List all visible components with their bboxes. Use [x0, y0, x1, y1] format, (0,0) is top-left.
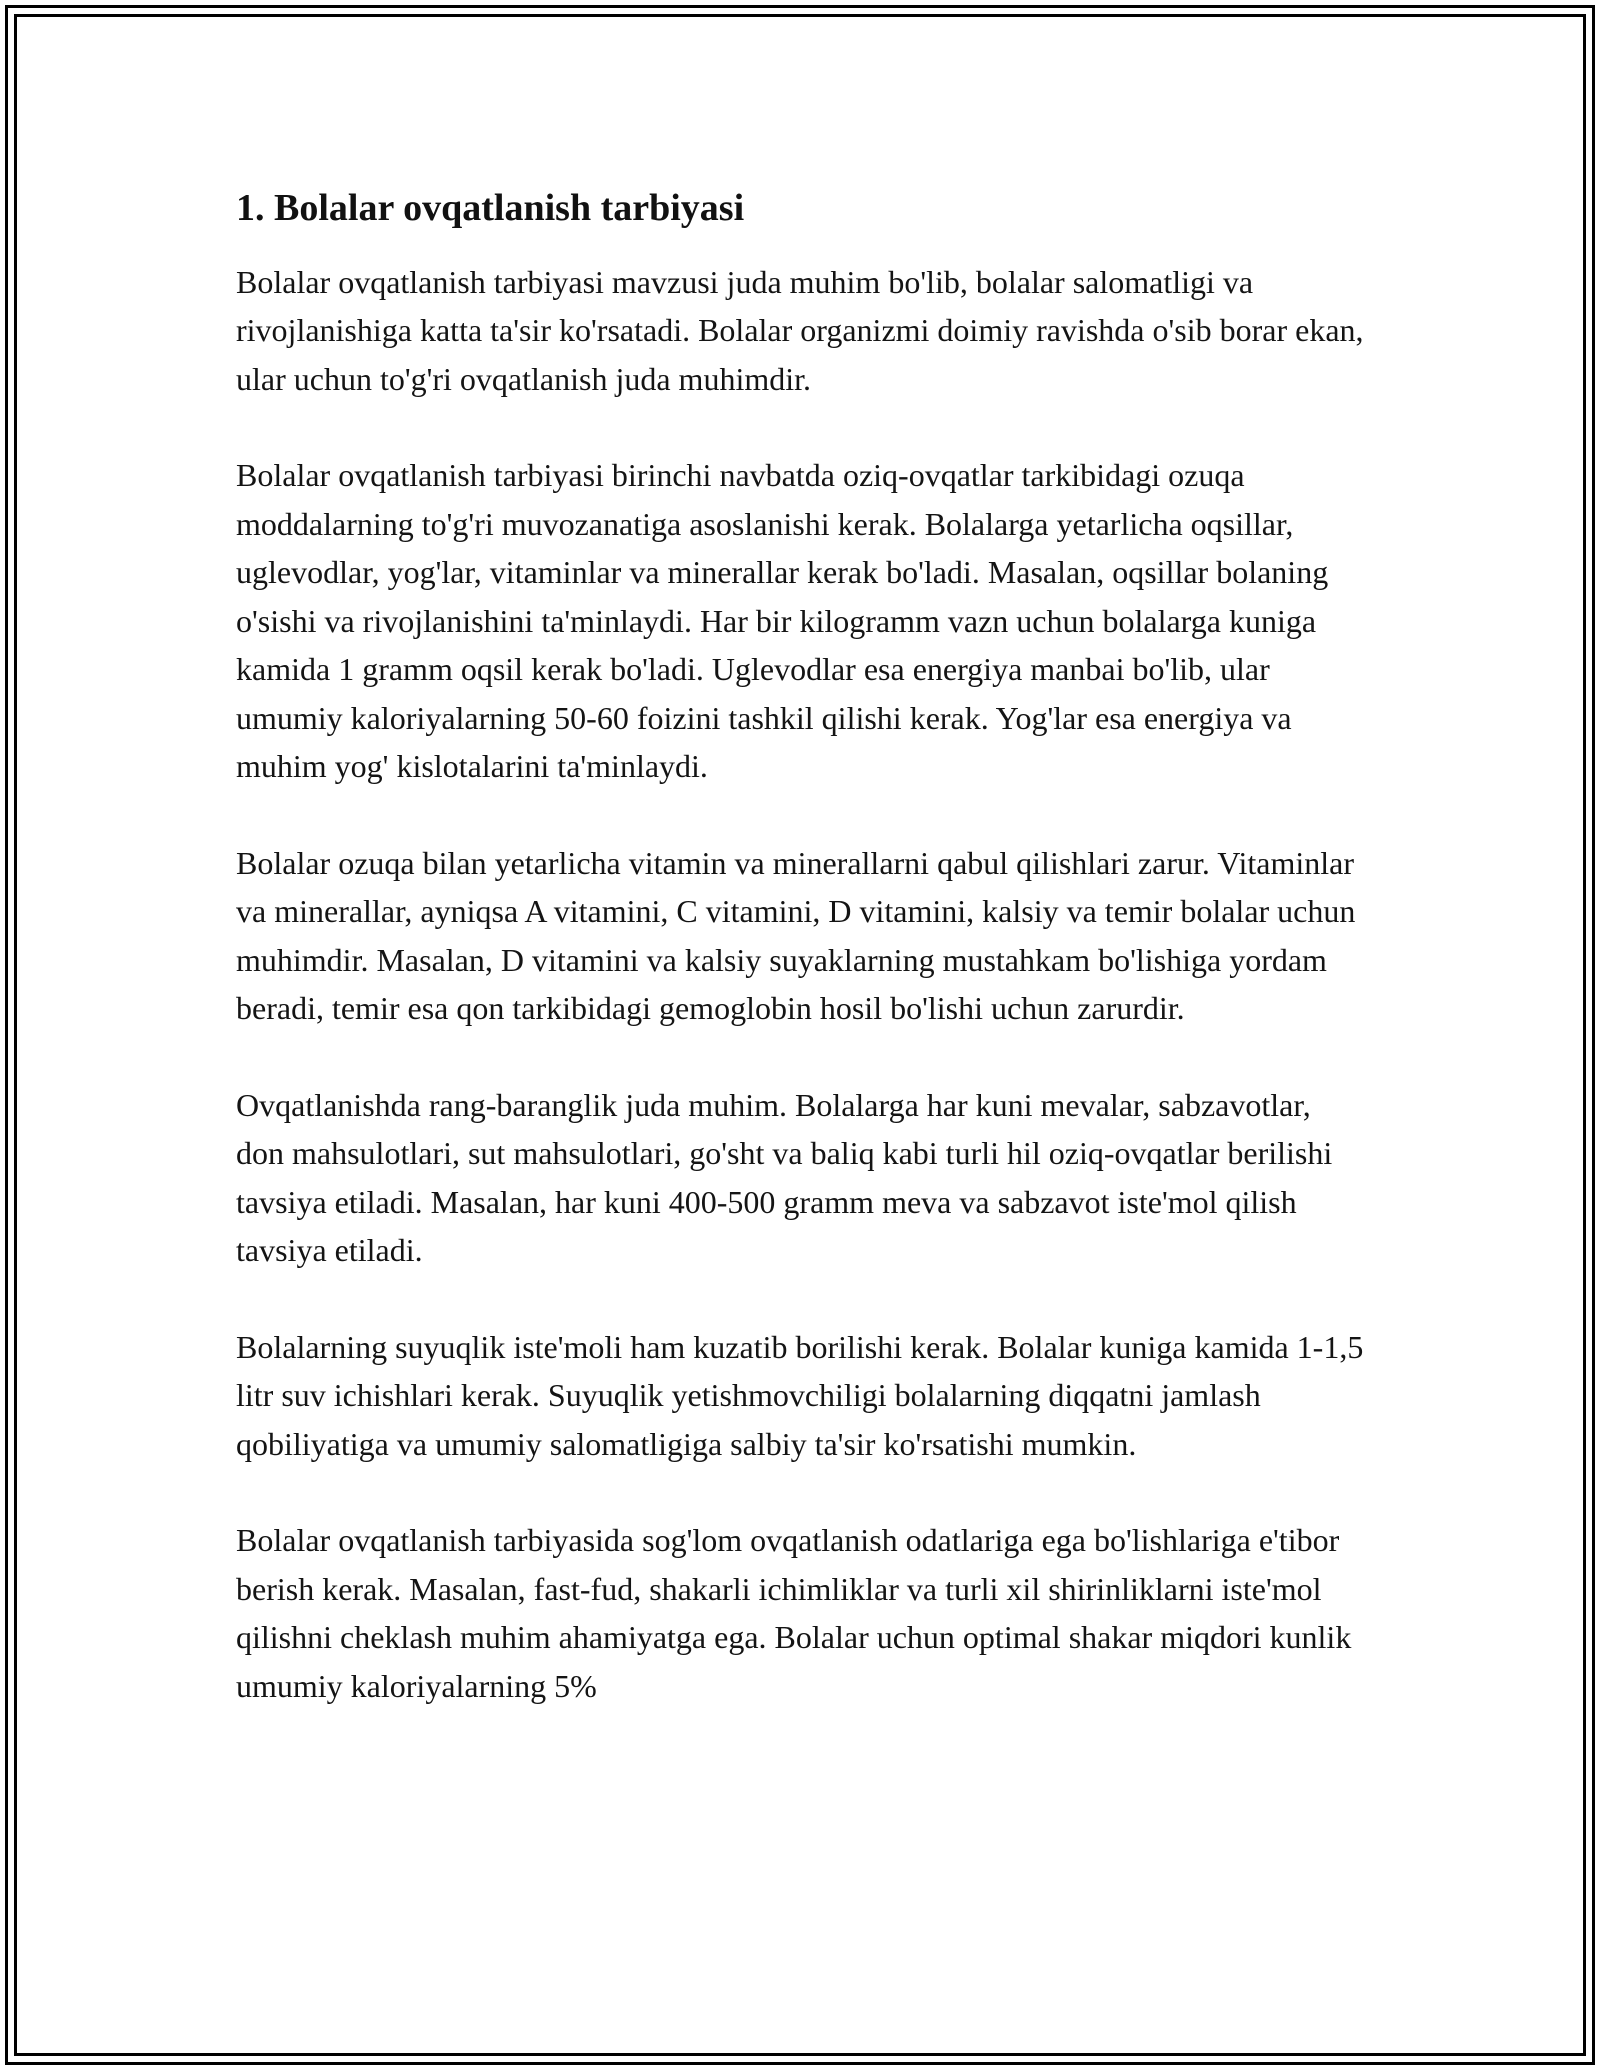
paragraph-6: Bolalar ovqatlanish tarbiyasida sog'lom ovqatlanish odatlariga ega bo'lishlariga e'tibor berish kerak. Masalan, fast-fud, shakarli ichimliklar va turli xil shirinliklarni iste'mol qilishni cheklash muhim ahamiyatga ega. Bolalar uchun optimal shakar miqdori kunlik umumiy kaloriyalarning 5% [236, 1522, 1352, 1704]
paragraph-2: Bolalar ovqatlanish tarbiyasi birinchi navbatda oziq-ovqatlar tarkibidagi ozuqa moddalarning to'g'ri muvozanatiga asoslanishi kerak. Bolalarga yetarlicha oqsillar, uglevodlar, yog'lar, vitaminlar va minerallar kerak bo'ladi. Masalan, oqsillar bolaning o'sishi va rivojlanishini ta'minlaydi. Har bir kilogramm vazn uchun bolalarga kuniga kamida 1 gramm oqsil kerak bo'ladi. Uglevodlar esa energiya manbai bo'lib, ular umumiy kaloriyalarning 50-60 foizini tashkil qilishi kerak. Yog'lar esa energiya va muhim yog' kislotalarini ta'minlaydi. [236, 457, 1329, 785]
paragraph-4: Ovqatlanishda rang-baranglik juda muhim. Bolalarga har kuni mevalar, sabzavotlar, don mahsulotlari, sut mahsulotlari, go'sht va baliq kabi turli hil oziq-ovqatlar berilishi tavsiya etiladi. Masalan, har kuni 400-500 gramm meva va sabzavot iste'mol qilish tavsiya etiladi. [236, 1086, 1333, 1269]
paragraph-1: Bolalar ovqatlanish tarbiyasi mavzusi juda muhim bo'lib, bolalar salomatligi va rivojlanishiga katta ta'sir ko'rsatadi. Bolalar organizmi doimiy ravishda o'sib borar ekan, ular uchun to'g'ri ovqatlanish juda muhimdir. [236, 263, 1364, 397]
section-title: 1. Bolalar ovqatlanish tarbiyasi [236, 187, 745, 229]
paragraph-3: Bolalar ozuqa bilan yetarlicha vitamin va minerallarni qabul qilishlari zarur. Vitaminlar va minerallar, ayniqsa A vitamini, C vitamini, D vitamini, kalsiy va temir bolalar uchun muhimdir. Masalan, D vitamini va kalsiy suyaklarning mustahkam bo'lishiga yordam beradi, temir esa qon tarkibidagi gemoglobin hosil bo'lishi uchun zarurdir. [236, 844, 1356, 1027]
paragraph-5: Bolalarning suyuqlik iste'moli ham kuzatib borilishi kerak. Bolalar kuniga kamida 1-1,5 litr suv ichishlari kerak. Suyuqlik yetishmovchiligi bolalarning diqqatni jamlash qobiliyatiga va umumiy salomatligiga salbiy ta'sir ko'rsatishi mumkin. [236, 1328, 1364, 1462]
document-content [236, 186, 1366, 1758]
